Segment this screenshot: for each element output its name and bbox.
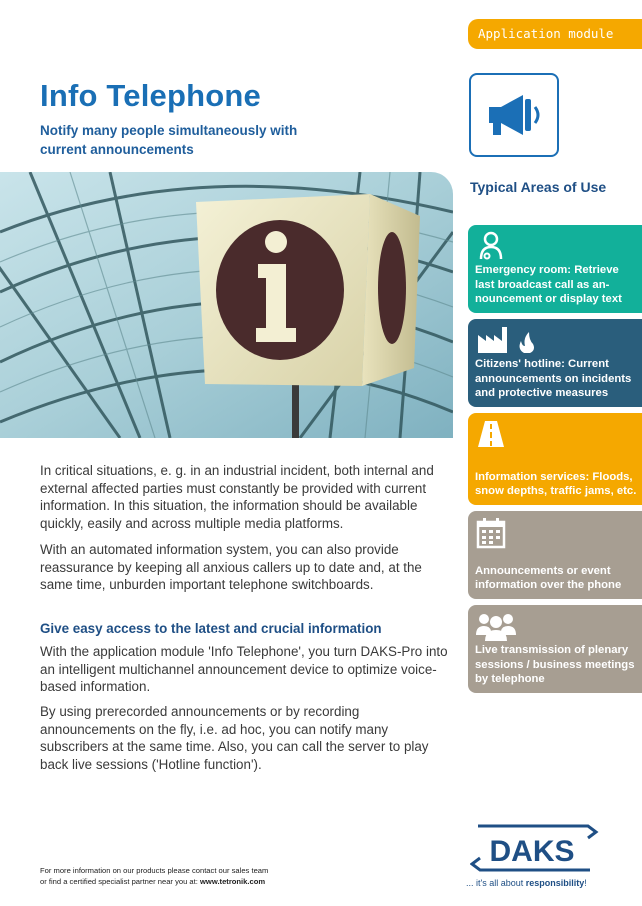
footer-line-2: or find a certified specialist partner near you at: www.tetronik.com <box>40 877 266 886</box>
hero-image <box>0 172 453 438</box>
recording-paragraph: By using prerecorded announcements or by recording announcements on the fly, i.e. ad hoc, you can notify many subscribers at the same time. Also, you can call the server to play back live sessions ('Hotline function'). <box>40 704 429 772</box>
section-subheading: Give easy access to the latest and crucial information <box>40 621 382 636</box>
person-medic-icon <box>476 231 634 265</box>
reassurance-paragraph: With an automated information system, you can also provide reassurance by keeping all anxious callers up to date and, at the same time, unburden important telephone switchboards. <box>40 542 422 593</box>
area-card-text: Citizens' hotline: Current announcements on incidents and protective measures <box>475 358 632 400</box>
application-module-badge: Application module <box>468 19 642 49</box>
area-card-text: Emergency room: Retrieve last broadcast call as an-nouncement or display text <box>475 264 622 306</box>
module-paragraph: With the application module 'Info Telephone', you turn DAKS-Pro into an intelligent multichannel announcement device to optimize voice-based information. <box>40 644 448 695</box>
footer-website-link[interactable]: www.tetronik.com <box>200 877 266 886</box>
footer-line-1: For more information on our products please contact our sales team <box>40 866 269 875</box>
area-card-text: Information services: Floods, snow depths, traffic jams, etc. <box>475 470 637 498</box>
calendar-icon <box>476 517 634 551</box>
area-card-live-transmission <box>468 605 642 693</box>
area-card-text: Announcements or event information over the phone <box>475 564 622 592</box>
page-subtitle: Notify many people simultaneously with current announcements <box>40 123 298 157</box>
page-title: Info Telephone <box>40 78 261 113</box>
daks-logo <box>470 818 600 878</box>
area-card-text: Live transmission of plenary sessions / business meetings by telephone <box>475 644 635 686</box>
typical-areas-heading: Typical Areas of Use <box>470 179 607 195</box>
logo-text: DAKS <box>489 835 575 868</box>
area-card-emergency-room <box>468 225 642 313</box>
factory-fire-icon <box>476 325 634 359</box>
road-icon <box>476 419 634 453</box>
intro-paragraph: In critical situations, e. g. in an industrial incident, both internal and external affected parties must constantly be provided with current information. In this situation, the information should be available quickly, easily and across multiple media platforms. <box>40 463 434 531</box>
footer-contact <box>40 865 340 887</box>
area-card-information-services <box>468 413 642 505</box>
area-card-announcements <box>468 511 642 599</box>
area-card-citizens-hotline <box>468 319 642 407</box>
slogan: ... it's all about responsibility! <box>466 878 587 888</box>
group-icon <box>476 611 634 645</box>
megaphone-icon <box>469 73 559 157</box>
